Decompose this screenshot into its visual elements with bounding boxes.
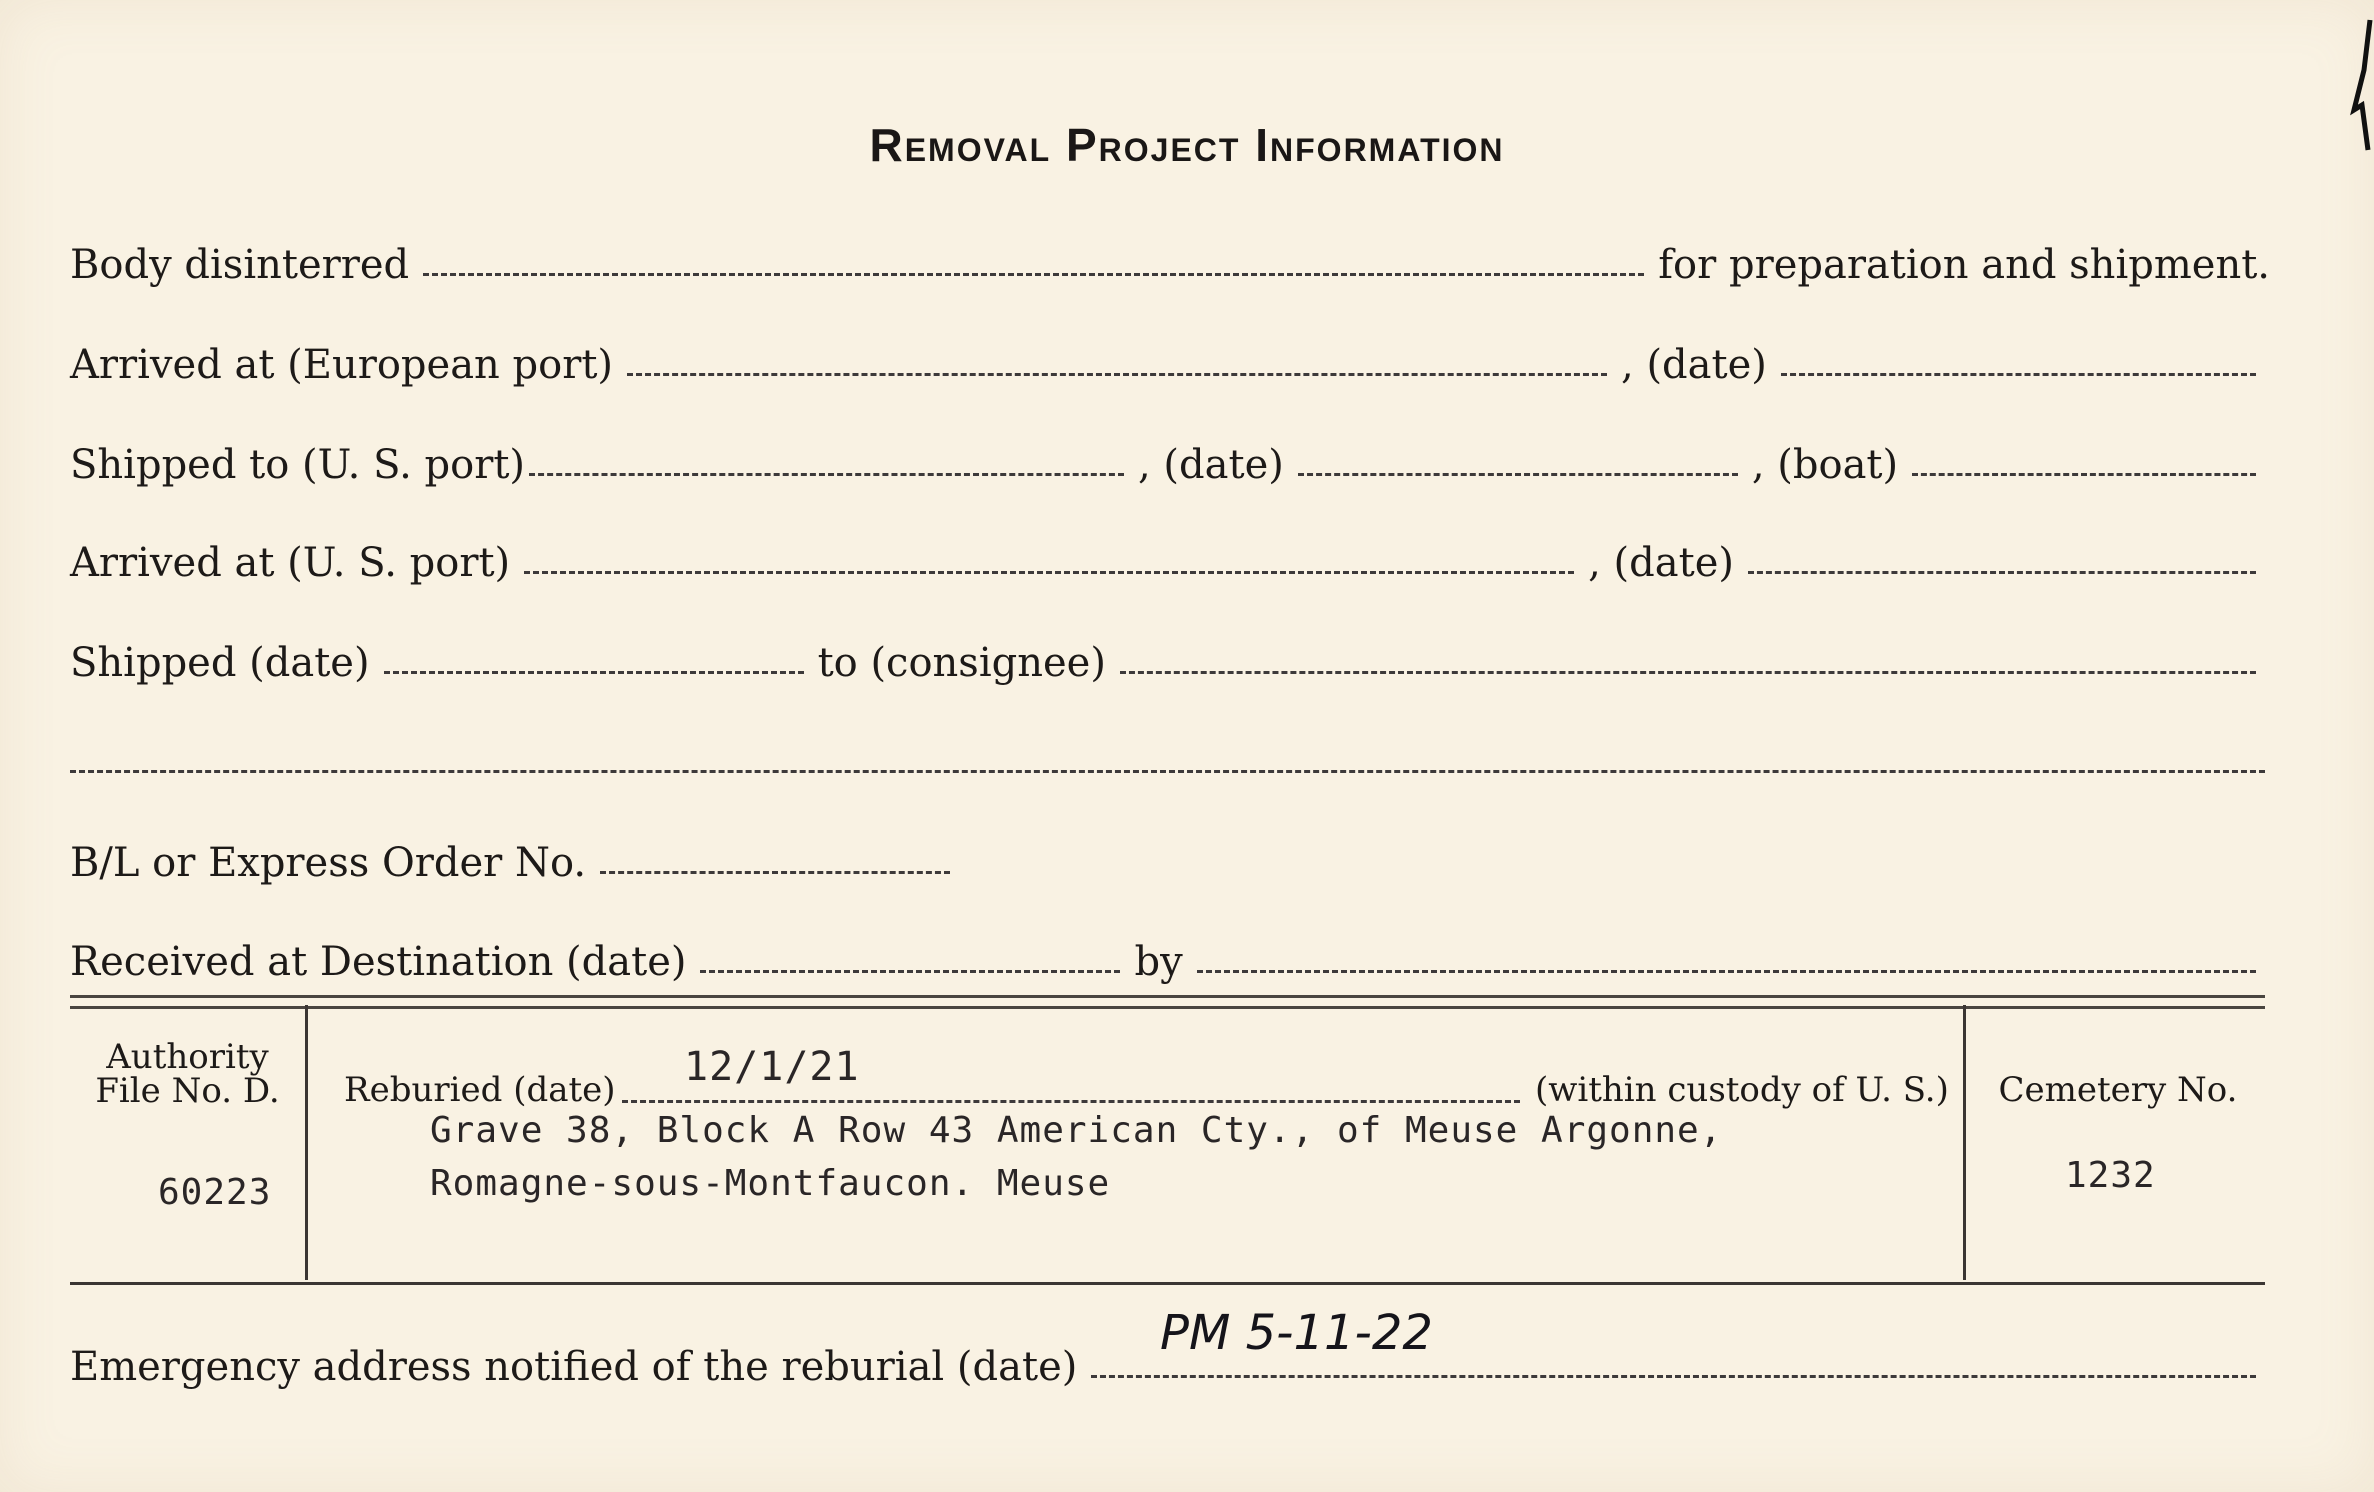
received-destination-label: Received at Destination (date): [70, 939, 687, 985]
arrived-european-label: Arrived at (European port): [70, 342, 614, 388]
arrived-us-date-field[interactable]: [1748, 571, 2256, 574]
authority-heading: [70, 1037, 305, 1111]
row-arrived-european: [70, 328, 2270, 388]
arrived-us-label: Arrived at (U. S. port): [70, 540, 511, 586]
table-divider-left: [305, 1005, 308, 1280]
row-received-destination: [70, 925, 2270, 985]
file-number-value: 60223: [158, 1172, 272, 1213]
bl-order-field[interactable]: [600, 871, 950, 874]
form-title: Removal Project Information: [869, 119, 1505, 171]
ship-date-field[interactable]: [384, 671, 804, 674]
european-port-field[interactable]: [627, 373, 1607, 376]
date-label: , (date): [1621, 342, 1767, 388]
us-port-field[interactable]: [529, 473, 1124, 476]
bl-order-label: B/L or Express Order No.: [70, 840, 587, 886]
table-bottom-rule: [70, 1282, 2265, 1285]
received-date-field[interactable]: [700, 970, 1120, 973]
authority-label: Authority: [106, 1037, 269, 1077]
european-date-field[interactable]: [1781, 373, 2256, 376]
cemetery-no-label: Cemetery No.: [1998, 1070, 2238, 1110]
boat-label: , (boat): [1751, 442, 1899, 488]
row-arrived-us: [70, 526, 2270, 586]
emergency-address-label: Emergency address notified of the reburial (date): [70, 1344, 1078, 1390]
date-label: , (date): [1588, 540, 1734, 586]
row-shipped-us: [70, 428, 2270, 488]
emergency-date-field[interactable]: [1091, 1375, 2256, 1378]
custody-label: (within custody of U. S.): [1535, 1070, 1949, 1110]
boat-field[interactable]: [1912, 473, 2256, 476]
reburied-date-value: 12/1/21: [684, 1044, 860, 1090]
body-disinterred-label: Body disinterred: [70, 242, 410, 288]
date-label: , (date): [1138, 442, 1284, 488]
shipped-us-label: Shipped to (U. S. port): [70, 442, 525, 488]
cemetery-number-value: 1232: [2065, 1155, 2156, 1196]
emergency-handwritten-date: PM 5-11-22: [1160, 1305, 1433, 1361]
table-top-rule: [70, 995, 2265, 1009]
to-consignee-label: to (consignee): [817, 640, 1106, 686]
by-label: by: [1134, 939, 1183, 985]
file-no-label: File No. D.: [95, 1071, 280, 1111]
body-disinterred-field[interactable]: [423, 273, 1644, 276]
reburied-label: Reburied (date): [344, 1070, 616, 1110]
for-preparation-label: for preparation and shipment.: [1658, 242, 2270, 288]
received-by-field[interactable]: [1197, 970, 2256, 973]
shipped-date-field[interactable]: [1298, 473, 1738, 476]
shipped-date-label: Shipped (date): [70, 640, 370, 686]
reburied-date-field[interactable]: [622, 1100, 1520, 1103]
arrived-us-port-field[interactable]: [524, 571, 1574, 574]
blank-rule: [70, 770, 2265, 773]
consignee-field[interactable]: [1120, 671, 2256, 674]
row-shipped-date: [70, 626, 2270, 686]
table-divider-right: [1963, 1005, 1966, 1280]
grave-location-line-1: Grave 38, Block A Row 43 American Cty., of Meuse Argonne,: [430, 1110, 1723, 1151]
row-body-disinterred: [70, 228, 2270, 288]
row-bl-order: [70, 826, 2270, 886]
grave-location-line-2: Romagne-sous-Montfaucon. Meuse: [430, 1163, 1111, 1204]
